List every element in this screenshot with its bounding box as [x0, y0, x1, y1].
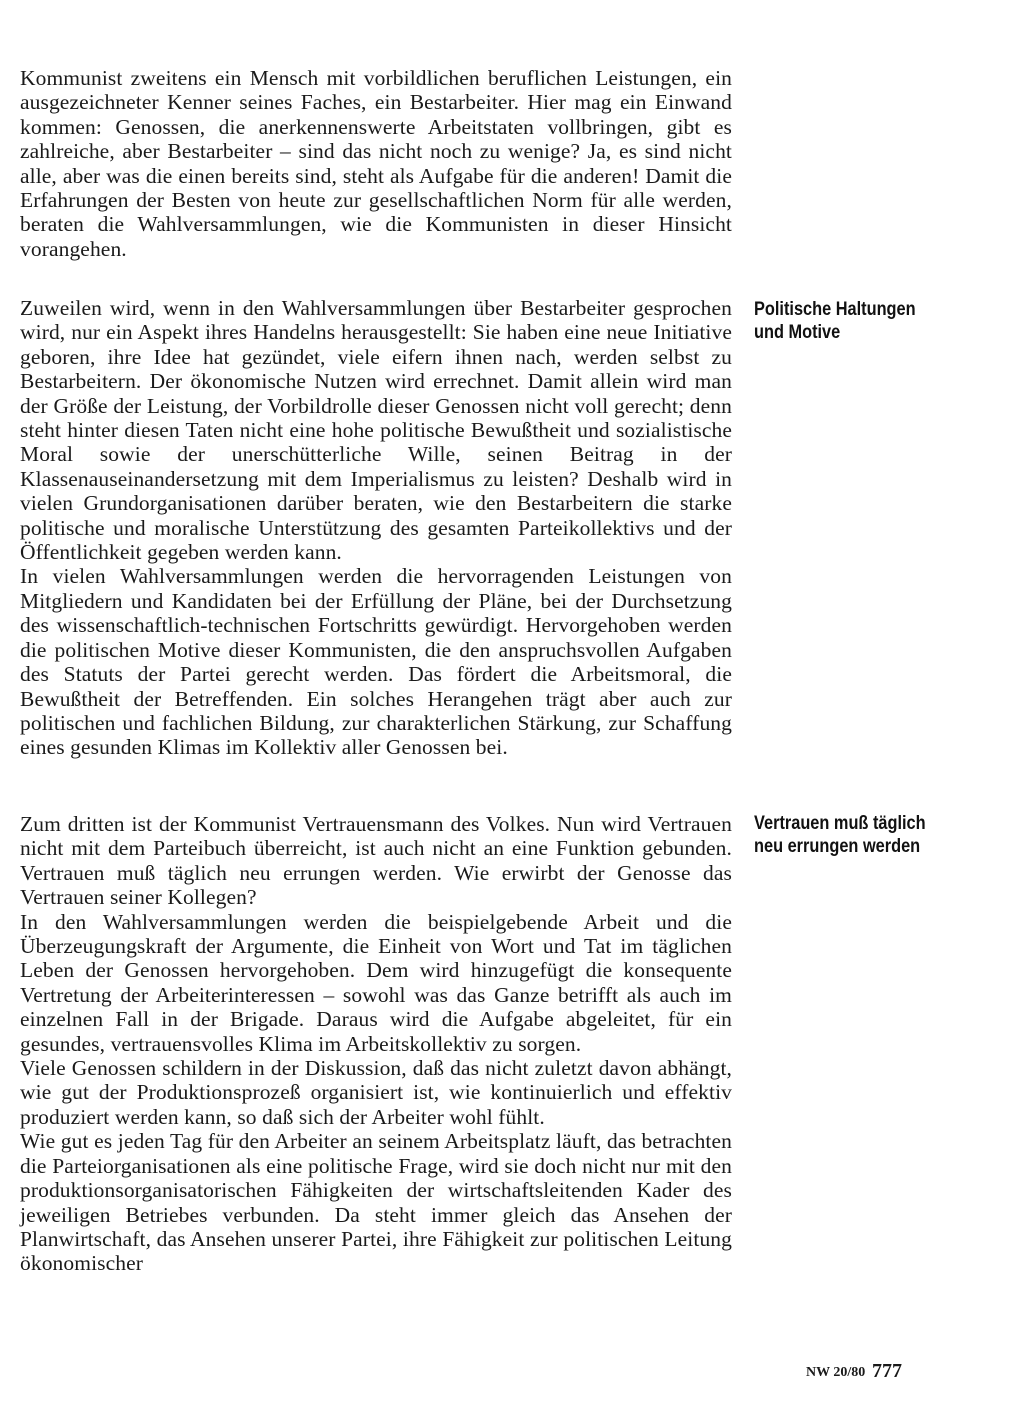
paragraph: Viele Genossen schildern in der Diskussion, daß das nicht zuletzt davon abhängt, wie gut der Produktionsprozeß organisiert ist, wie kontinuierlich und effektiv produziert werden kann, so daß sich der Arbeiter wohl fühlt. — [20, 1056, 732, 1129]
margin-heading-vertrauen: Vertrauen muß täglich neu errungen werden — [754, 813, 926, 857]
text-section-1 — [20, 66, 732, 261]
paragraph: Zum dritten ist der Kommunist Vertrauensmann des Volkes. Nun wird Vertrauen nicht mit dem Parteibuch überreicht, ist auch nicht an eine Funktion gebunden. Vertrauen muß täglich neu errungen werden. Wie erwirbt der Genosse das Vertrauen seiner Kollegen? — [20, 812, 732, 910]
text-section-3 — [20, 812, 732, 1276]
issue-label: NW 20/80 — [806, 1365, 866, 1380]
paragraph: Wie gut es jeden Tag für den Arbeiter an seinem Arbeitsplatz läuft, das betrachten die Parteiorganisationen als eine politische Frage, wird sie doch nicht nur mit den produktionsorganisatorischen Fähigkeiten der wirtschaftsleitenden Kader des jeweiligen Betriebes verbunden. Da steht immer gleich das Ansehen der Planwirtschaft, das Ansehen unserer Partei, ihre Fähigkeit zur politischen Leitung ökonomischer — [20, 1129, 732, 1276]
margin-heading-politische-haltungen: Politische Haltungen und Motive — [754, 299, 916, 343]
paragraph: In den Wahlversammlungen werden die beispielgebende Arbeit und die Überzeugungskraft der Argumente, die Einheit von Wort und Tat im täglichen Leben der Genossen hervorgehoben. Dem wird hinzugefügt die konsequente Vertretung der Arbeiterinteressen – sowohl was das Ganze betrifft als auch im einzelnen Fall in der Brigade. Daraus wird die Aufgabe abgeleitet, für ein gesundes, vertrauensvolles Klima im Arbeitskollektiv zu sorgen. — [20, 909, 732, 1056]
page-number: 777 — [872, 1360, 902, 1382]
paragraph: Zuweilen wird, wenn in den Wahlversammlungen über Bestarbeiter gesprochen wird, nur ein Aspekt ihres Handelns herausgestellt: Sie haben eine neue Initiative geboren, ihre Idee hat gezündet, viele eifern ihnen nach, werden selbst zu Bestarbeitern. Der ökonomische Nutzen wird errechnet. Damit allein wird man der Größe der Leistung, der Vorbildrolle dieser Genossen nicht voll gerecht; denn steht hinter diesen Taten nicht eine hohe politische Bewußtheit und sozialistische Moral sowie der unerschütterliche Wille, seinen Beitrag in der Klassenauseinandersetzung mit dem Imperialismus zu leisten? Deshalb wird in vielen Grundorganisationen darüber beraten, wie den Bestarbeitern die starke politische und moralische Unterstützung des gesamten Parteikollektivs und der Öffentlichkeit gegeben werden kann. — [20, 296, 732, 565]
paragraph: Kommunist zweitens ein Mensch mit vorbildlichen beruflichen Leistungen, ein ausgezeichneter Kenner seines Faches, ein Bestarbeiter. Hier mag ein Einwand kommen: Genossen, die anerkennenswerte Arbeitstaten vollbringen, gibt es zahlreiche, aber Bestarbeiter – sind das nicht noch zu wenige? Ja, es sind nicht alle, aber was die einen bereits sind, steht als Aufgabe für die anderen! Damit die Erfahrungen der Besten von heute zur gesellschaftlichen Norm für alle werden, beraten die Wahlversammlungen, wie die Kommunisten in dieser Hinsicht vorangehen. — [20, 66, 732, 261]
paragraph: In vielen Wahlversammlungen werden die hervorragenden Leistungen von Mitgliedern und Kandidaten bei der Erfüllung der Pläne, bei der Durchsetzung des wissenschaftlich-technischen Fortschritts gewürdigt. Hervorgehoben werden die politischen Motive dieser Kommunisten, die den anspruchsvollen Aufgaben des Statuts der Partei gerecht werden. Das fördert die Arbeitsmoral, die Bewußtheit der Betreffenden. Ein solches Herangehen trägt aber auch zur politischen und fachlichen Bildung, zur charakterlichen Stärkung, zur Schaffung eines gesunden Klimas im Kollektiv aller Genossen bei. — [20, 564, 732, 760]
text-section-2 — [20, 296, 732, 760]
